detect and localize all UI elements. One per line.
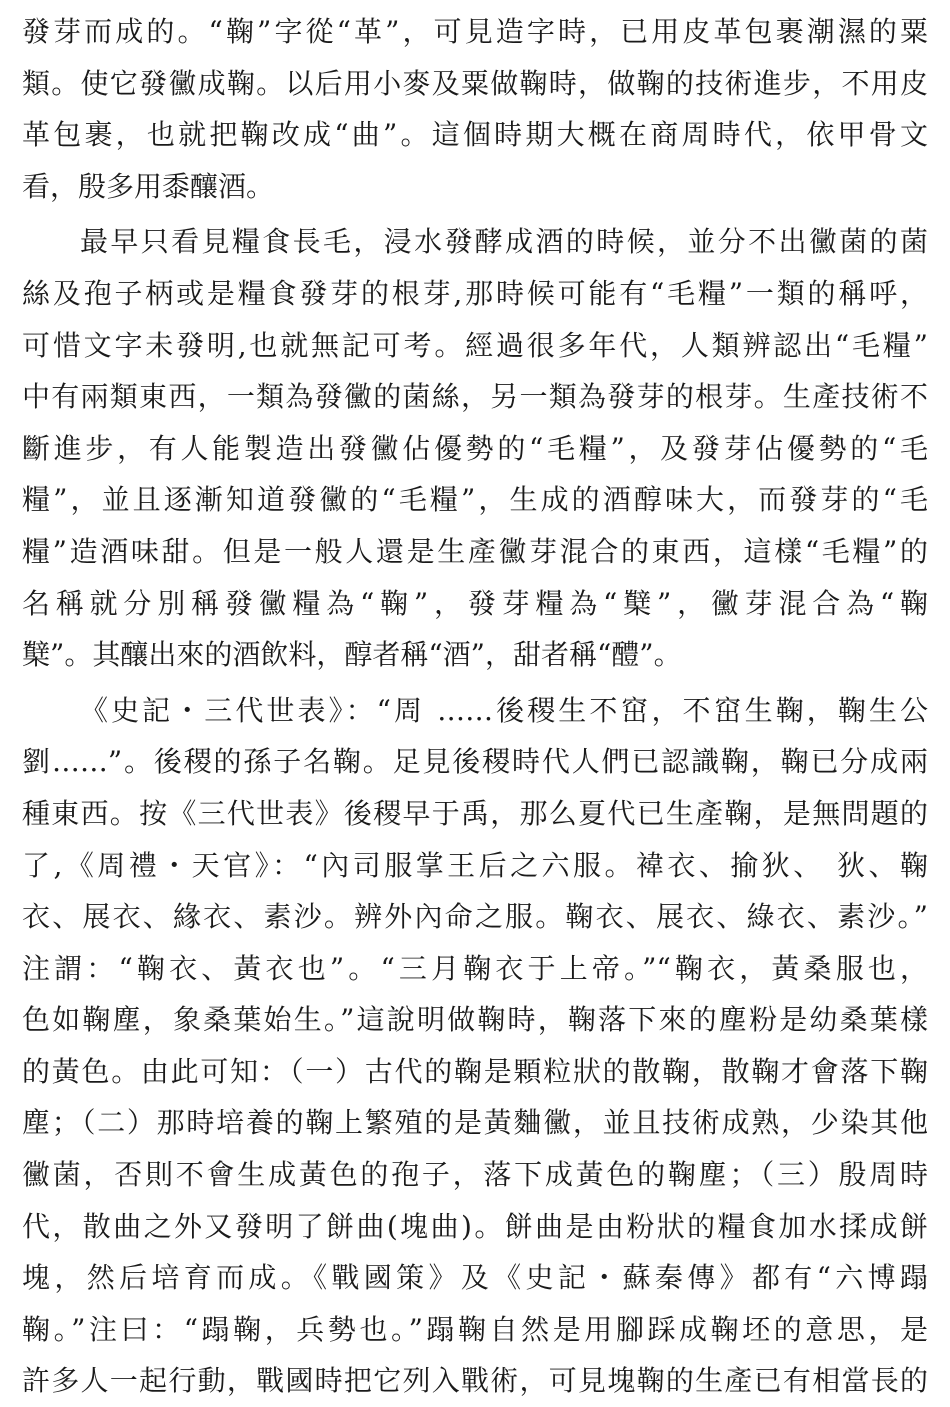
text-line: 糧”，並且逐漸知道發黴的“毛糧”，生成的酒醇味大，而發芽的“毛 (22, 483, 928, 517)
text-line: 衣、展衣、緣衣、素沙。辨外內命之服。鞠衣、展衣、綠衣、素沙。” (22, 900, 928, 934)
body-text (22, 6, 928, 1407)
text-line: 糧”造酒味甜。但是一般人還是生產黴芽混合的東西，這樣“毛糧”的 (22, 534, 928, 568)
text-line: 鞠。”注曰：“蹋鞠，兵勢也。”蹋鞠自然是用腳踩成鞠坯的意思，是 (22, 1312, 928, 1346)
text-line: 絲及孢子柄或是糧食發芽的根芽,那時候可能有“毛糧”一類的稱呼， (22, 276, 928, 310)
text-line: 許多人一起行動，戰國時把它列入戰術，可見塊鞠的生產已有相當長的 (22, 1364, 928, 1398)
text-line: 發芽而成的。“鞠”字從“革”，可見造字時，已用皮革包裹潮濕的粟 (22, 15, 928, 48)
paragraph (22, 6, 928, 212)
paragraph (22, 685, 928, 1407)
text-line: 革包裹，也就把鞠改成“曲”。這個時期大概在商周時代，依甲骨文 (22, 118, 928, 152)
text-line: 最早只看見糧食長毛，浸水發酵成酒的時候，並分不出黴菌的菌 (80, 225, 928, 259)
text-line: 塊，然后培育而成。《戰國策》及《史記・蘇秦傳》都有“六博蹋 (22, 1261, 928, 1295)
text-line: 中有兩類東西，一類為發黴的菌絲，另一類為發芽的根芽。生產技術不 (22, 380, 928, 414)
text-line: 櫱”。其釀出來的酒飲料，醇者稱“酒”，甜者稱“醴”。 (22, 638, 682, 672)
text-line: 色如鞠塵，象桑葉始生。”這說明做鞠時，鞠落下來的塵粉是幼桑葉樣 (22, 1003, 928, 1037)
text-line: 名稱就分別稱發黴糧為“鞠”，發芽糧為“櫱”，黴芽混合為“鞠 (22, 586, 928, 620)
text-line: 黴菌，否則不會生成黃色的孢子，落下成黃色的鞠塵；（三）殷周時 (22, 1158, 928, 1192)
text-line: 斷進步，有人能製造出發黴佔優勢的“毛糧”，及發芽佔優勢的“毛 (22, 431, 928, 465)
text-line: 種東西。按《三代世表》後稷早于禹，那么夏代已生產鞠，是無問題的 (22, 796, 928, 830)
text-line: 可惜文字未發明,也就無記可考。經過很多年代，人類辨認出“毛糧” (22, 328, 928, 362)
text-line: 劉……”。後稷的孫子名鞠。足見後稷時代人們已認識鞠，鞠已分成兩 (22, 745, 928, 779)
text-line: 了,《周禮・天官》：“內司服掌王后之六服。褘衣、揄狄、 狄、鞠 (22, 848, 928, 882)
text-line: 代，散曲之外又發明了餅曲(塊曲)。餅曲是由粉狀的糧食加水揉成餅 (22, 1209, 928, 1243)
paragraph (22, 216, 928, 680)
text-line: 類。使它發黴成鞠。以后用小麥及粟做鞠時，做鞠的技術進步，不用皮 (22, 66, 928, 100)
text-line: 《史記・三代世表》：“周 ……後稷生不窋，不窋生鞠，鞠生公 (80, 693, 928, 727)
text-line: 塵；（二）那時培養的鞠上繁殖的是黃麯黴，並且技術成熟，少染其他 (22, 1106, 928, 1140)
text-line: 注謂：“鞠衣、黃衣也”。“三月鞠衣于上帝。”“鞠衣，黃桑服也， (22, 951, 928, 985)
text-line: 看，殷多用黍釀酒。 (22, 169, 275, 203)
text-line: 的黃色。由此可知：（一）古代的鞠是顆粒狀的散鞠，散鞠才會落下鞠 (22, 1054, 928, 1088)
